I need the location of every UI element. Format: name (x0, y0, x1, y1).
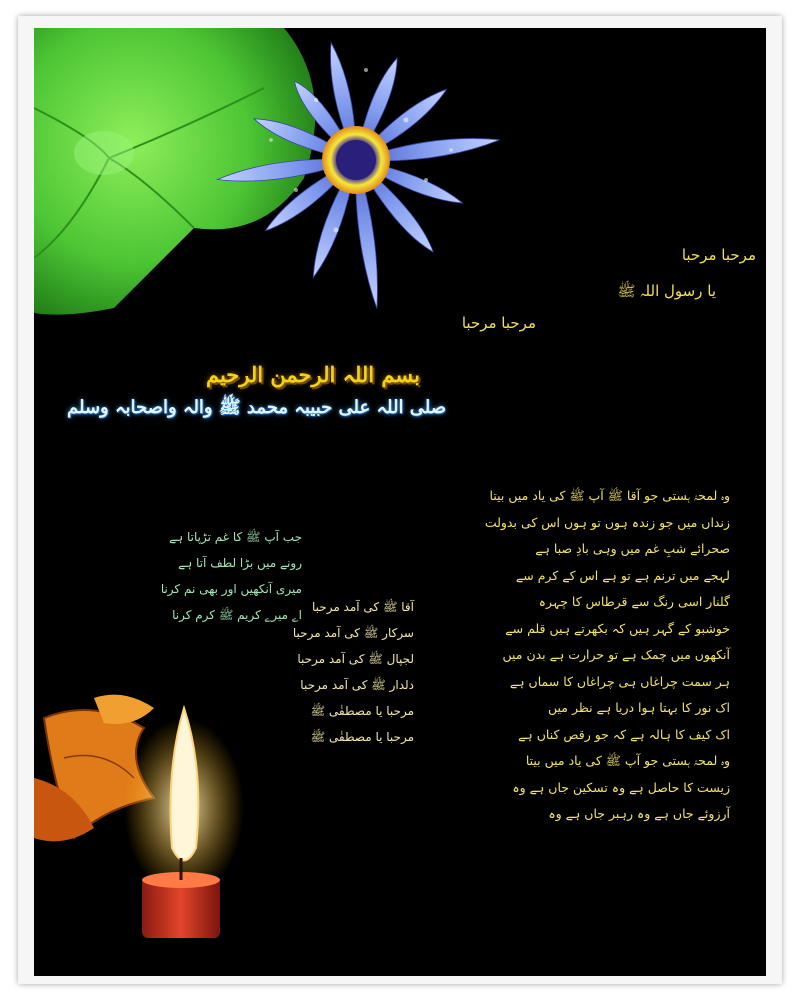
poem-right-line: صحرائے شبِ غم میں وہی بادِ صبا ہے (535, 541, 730, 556)
poem-middle-line: مرحبا یا مصطفٰی ﷺ (310, 704, 414, 718)
poem-left-line: اے میرے کریم ﷺ کرم کرنا (172, 608, 302, 622)
salawat-heading: صلی اللہ علی حبیبہ محمد ﷺ والہ واصحابہ وسلم (67, 397, 446, 418)
poem-right-line: زیست کا حاصل ہے وہ تسکین جاں ہے وہ (512, 779, 730, 795)
lotus-flower-image (34, 28, 554, 348)
poem-right-line: لہجے میں ترنم ہے تو ہے اس کے کرم سے (515, 567, 730, 583)
poem-right-line: خوشبو کے گہر ہیں کہ بکھرتے ہیں قلم سے (505, 620, 730, 636)
poem-right-line: اک نور کا بہتا ہوا دریا ہے نظر میں (548, 700, 730, 715)
poem-middle-line: لجپال ﷺ کی آمد مرحبا (297, 652, 414, 666)
greeting-line-2: یا رسول اللہ ﷺ (617, 282, 716, 300)
poem-left (161, 524, 302, 628)
poem-left-line: رونے میں بڑا لطف آتا ہے (178, 556, 302, 570)
poem-middle-line: دلدار ﷺ کی آمد مرحبا (300, 678, 414, 692)
poem-middle-line: سرکار ﷺ کی آمد مرحبا (292, 626, 414, 640)
poem-left-line: جب آپ ﷺ کا غم تڑپاتا ہے (169, 530, 302, 544)
poem-right-line: گلنار اسی رنگ سے قرطاس کا چہرہ (538, 594, 730, 609)
poem-middle-line: آقا ﷺ کی آمد مرحبا (312, 600, 414, 614)
greeting-line-3: مرحبا مرحبا (461, 314, 536, 332)
candle-image (34, 688, 254, 938)
poem-middle (293, 594, 414, 750)
bismillah-heading: بسم اللہ الرحمن الرحیم (205, 362, 420, 387)
poem-right-line: آرزوئے جاں ہے وہ رہبر جاں ہے وہ (548, 806, 730, 821)
poem-right-line: وہ لمحۂ ہستی جو آقا ﷺ آپ ﷺ کی یاد میں بیتا (489, 488, 730, 503)
poem-left-line: میری آنکھیں اور بھی نم کرنا (160, 582, 302, 596)
poem-right-line: وہ لمحۂ ہستی جو آپ ﷺ کی یاد میں بیتا (525, 753, 730, 768)
poem-right-line: ہر سمت چراغاں ہی چراغاں کا سماں ہے (509, 673, 730, 689)
poem-right-line: زنداں میں جو زندہ ہوں تو ہوں اس کی بدولت (484, 514, 730, 530)
greeting-line-1: مرحبا مرحبا (681, 246, 756, 264)
poem-right-line: آنکھوں میں چمک ہے تو حرارت ہے بدن میں (502, 647, 730, 662)
poem-middle-line: مرحبا یا مصطفٰی ﷺ (310, 730, 414, 744)
poster-canvas (34, 28, 766, 976)
poem-right (485, 483, 730, 828)
poem-right-line: اک کیف کا ہالہ ہے کہ جو رقص کناں ہے (518, 726, 730, 742)
